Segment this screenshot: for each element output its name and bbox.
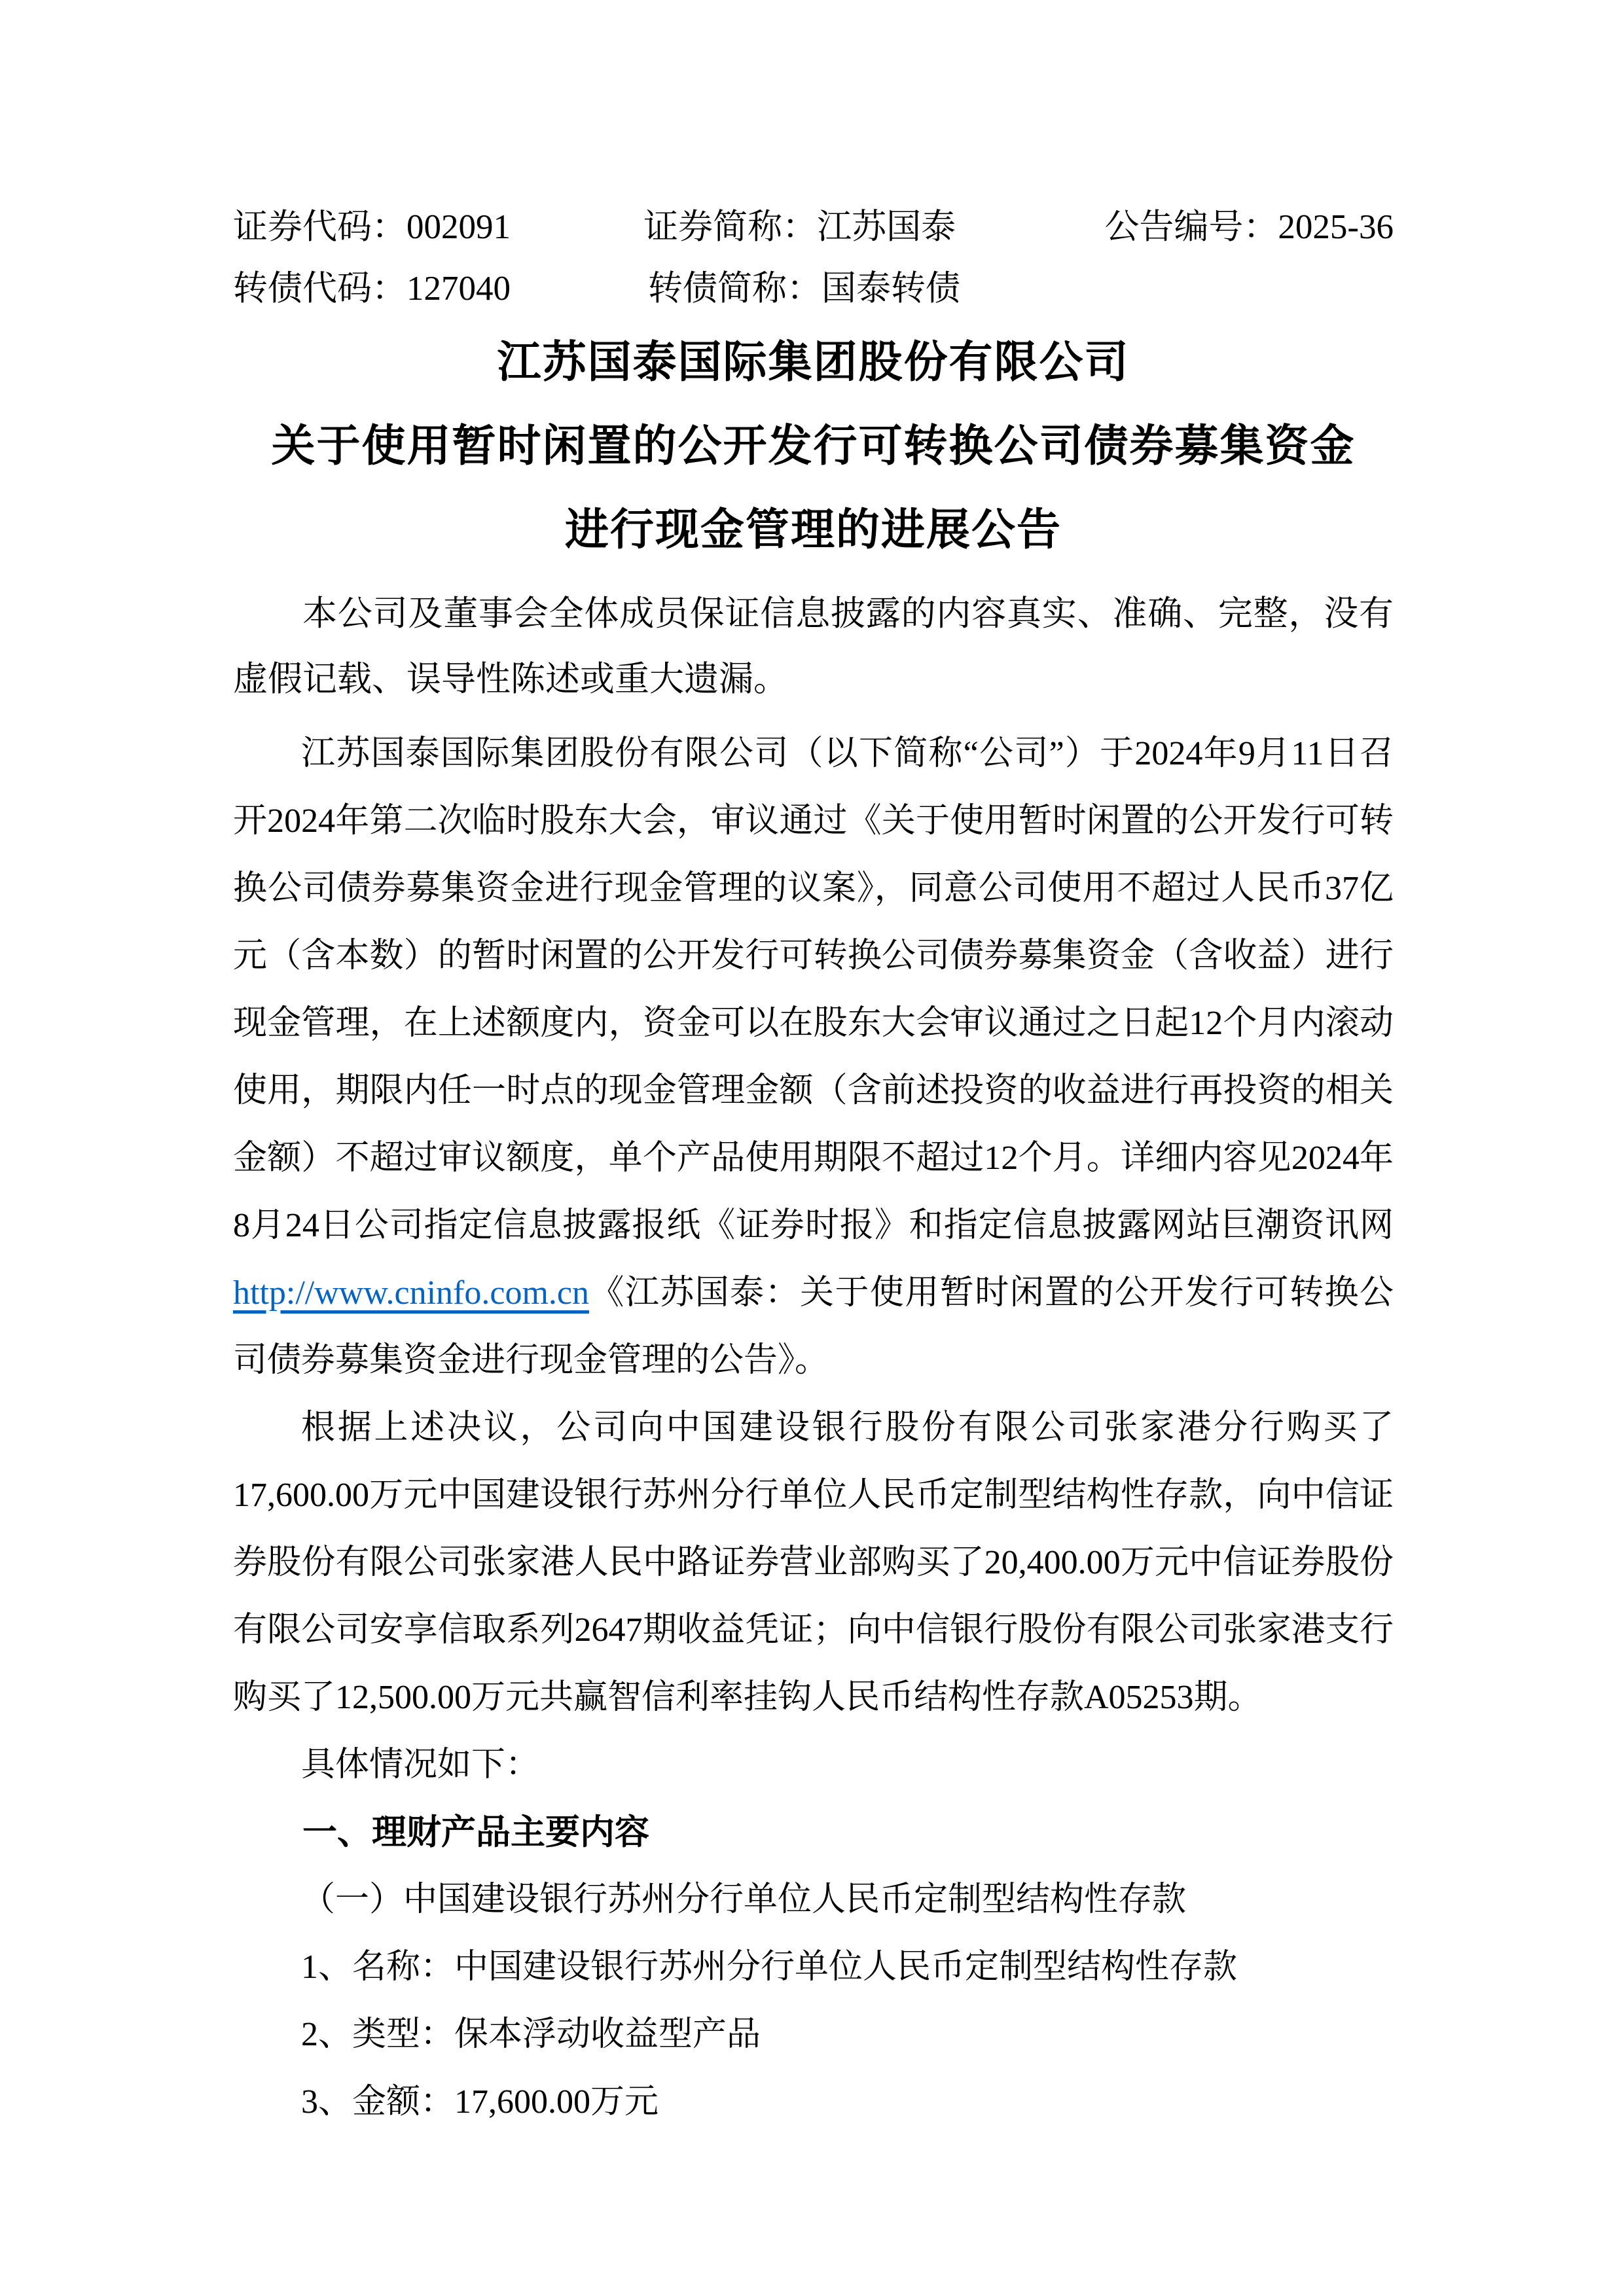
product-item-name: 1、名称：中国建设银行苏州分行单位人民币定制型结构性存款 (301, 1948, 1238, 1986)
securities-meta-row-2 (233, 258, 1394, 319)
title-subject-line-1: 关于使用暂时闲置的公开发行可转换公司债券募集资金 (271, 422, 1356, 471)
convertible-bond-abbr-label: 转债简称： (648, 270, 821, 308)
securities-code-label: 证券代码： (233, 208, 406, 246)
convertible-bond-abbr-value: 国泰转债 (821, 270, 960, 308)
securities-code (233, 196, 643, 258)
section-heading-products: 一、理财产品主要内容 (302, 1813, 649, 1852)
convertible-bond-abbr (648, 258, 1114, 319)
title-company-name: 江苏国泰国际集团股份有限公司 (497, 338, 1130, 387)
product-item-amount: 3、金额：17,600.00万元 (301, 2083, 659, 2121)
announcement-number (1104, 196, 1394, 258)
securities-abbr-value: 江苏国泰 (817, 208, 956, 246)
paragraph-purchases: 根据上述决议，公司向中国建设银行股份有限公司张家港分行购买了17,600.00万元中国建设银行苏州分行单位人民币定制型结构性存款，向中信证券股份有限公司张家港人民中路证券营业部购买了20,400.00万元中信证券股份有限公司安享信取系列2647期收益凭证；向中信银行股份有限公司张家港支行购买了12,500.00万元共赢智信利率挂钩人民币结构性存款A05253期。 (233, 1409, 1394, 1716)
convertible-bond-code (233, 258, 648, 319)
paragraph-resolution-text-after: 《江苏国泰：关于使用暂时闲置的公开发行可转换公司债券募集资金进行现金管理的公告》。 (233, 1274, 1394, 1379)
announcement-number-label: 公告编号： (1104, 208, 1278, 246)
securities-abbr-label: 证券简称： (643, 208, 818, 246)
paragraph-resolution-text-before: 江苏国泰国际集团股份有限公司（以下简称“公司”）于2024年9月11日召开2024年第二次临时股东大会，审议通过《关于使用暂时闲置的公开发行可转换公司债券募集资金进行现金管理的议案》，同意公司使用不超过人民币37亿元（含本数）的暂时闲置的公开发行可转换公司债券募集资金（含收益）进行现金管理，在上述额度内，资金可以在股东大会审议通过之日起12个月内滚动使用，期限内任一时点的现金管理金额（含前述投资的收益进行再投资的相关金额）不超过审议额度，单个产品使用期限不超过12个月。详细内容见2024年8月24日公司指定信息披露报纸《证券时报》和指定信息披露网站巨潮资讯网 (233, 735, 1394, 1244)
subsection-heading-ccb-product: （一）中国建设银行苏州分行单位人民币定制型结构性存款 (301, 1881, 1187, 1918)
convertible-bond-code-label: 转债代码： (233, 270, 406, 308)
convertible-bond-code-value: 127040 (406, 270, 511, 308)
document-title (233, 321, 1394, 572)
securities-code-value: 002091 (406, 208, 511, 246)
securities-meta (233, 196, 1394, 319)
disclaimer-statement: 本公司及董事会全体成员保证信息披露的内容真实、准确、完整，没有虚假记载、误导性陈述或重大遗漏。 (233, 595, 1394, 698)
securities-abbr (643, 196, 1104, 258)
cninfo-link[interactable]: http://www.cninfo.com.cn (233, 1274, 589, 1312)
announcement-number-value: 2025-36 (1278, 208, 1394, 246)
securities-meta-row-1 (233, 196, 1394, 258)
paragraph-resolution (233, 720, 1394, 1394)
announcement-body (233, 720, 1394, 2136)
paragraph-details-intro: 具体情况如下： (301, 1746, 540, 1784)
title-subject-line-2: 进行现金管理的进展公告 (565, 505, 1062, 554)
product-item-type: 2、类型：保本浮动收益型产品 (301, 2016, 761, 2053)
